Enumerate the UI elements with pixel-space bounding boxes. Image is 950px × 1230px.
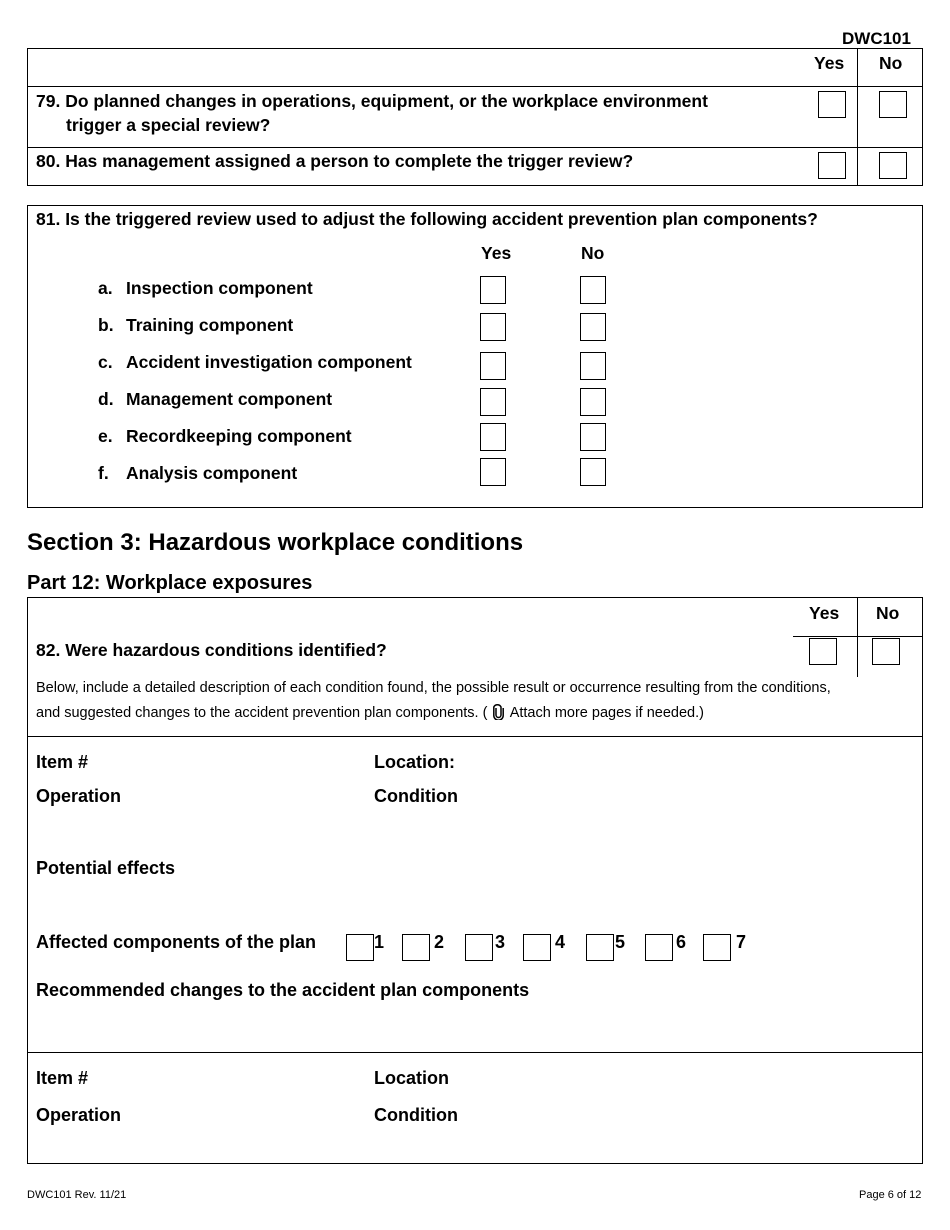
operation-label: Operation	[36, 786, 122, 806]
component-7-checkbox[interactable]	[703, 934, 731, 961]
q81-item-label: Training component	[126, 315, 294, 335]
component-label: 4	[555, 932, 566, 952]
q80-no-checkbox[interactable]	[879, 152, 907, 179]
potential-effects-label: Potential effects	[36, 858, 176, 878]
q81f-no-checkbox[interactable]	[580, 458, 606, 486]
q81f-yes-checkbox[interactable]	[480, 458, 506, 486]
instructions-text: and suggested changes to the accident prevention plan components. (	[36, 705, 488, 721]
q81-item-label: Analysis component	[126, 463, 298, 483]
footer-page-number: Page 6 of 12	[859, 1189, 922, 1201]
part12-yes-header: Yes	[809, 603, 840, 623]
component-label: 2	[434, 932, 445, 952]
location-label: Location:	[374, 752, 455, 772]
item-number-label: Item #	[36, 752, 89, 772]
recommended-changes-label: Recommended changes to the accident plan components	[36, 980, 530, 1000]
component-6-checkbox[interactable]	[645, 934, 673, 961]
component-label: 1	[374, 932, 385, 952]
q81-item-label: Recordkeeping component	[126, 426, 352, 446]
no-column-header: No	[879, 53, 903, 73]
form-code: DWC101	[842, 29, 911, 48]
question-79-continued: trigger a special review?	[66, 115, 271, 135]
component-3-checkbox[interactable]	[465, 934, 493, 961]
q81a-yes-checkbox[interactable]	[480, 276, 506, 304]
q81-yes-header: Yes	[481, 243, 512, 263]
affected-components-label: Affected components of the plan	[36, 932, 317, 952]
operation-label-2: Operation	[36, 1105, 122, 1125]
q81c-no-checkbox[interactable]	[580, 352, 606, 380]
section-title: Section 3: Hazardous workplace conditions	[27, 529, 524, 556]
question-79: 79. Do planned changes in operations, equipment, or the workplace environment	[36, 91, 708, 111]
q82-yes-checkbox[interactable]	[809, 638, 837, 665]
component-1-checkbox[interactable]	[346, 934, 374, 961]
question-80: 80. Has management assigned a person to complete the trigger review?	[36, 151, 634, 171]
component-5-checkbox[interactable]	[586, 934, 614, 961]
q81-item-label: Accident investigation component	[126, 352, 412, 372]
q81-no-header: No	[581, 243, 605, 263]
q81d-no-checkbox[interactable]	[580, 388, 606, 416]
item-number-label-2: Item #	[36, 1068, 89, 1088]
instructions-line-2	[36, 703, 704, 724]
component-label: 5	[615, 932, 626, 952]
component-label: 3	[495, 932, 506, 952]
component-label: 6	[676, 932, 687, 952]
q81a-no-checkbox[interactable]	[580, 276, 606, 304]
part-title: Part 12: Workplace exposures	[27, 572, 313, 594]
q81b-no-checkbox[interactable]	[580, 313, 606, 341]
location-label-2: Location	[374, 1068, 449, 1088]
component-2-checkbox[interactable]	[402, 934, 430, 961]
q81-item-letter: b.	[98, 315, 114, 335]
question-81: 81. Is the triggered review used to adjust the following accident prevention plan components?	[36, 209, 818, 229]
part12-no-header: No	[876, 603, 900, 623]
q79-no-checkbox[interactable]	[879, 91, 907, 118]
q81-item-label: Management component	[126, 389, 333, 409]
component-label: 7	[736, 932, 747, 952]
q81b-yes-checkbox[interactable]	[480, 313, 506, 341]
question-82: 82. Were hazardous conditions identified?	[36, 640, 387, 660]
q81-item-letter: a.	[98, 278, 113, 298]
footer-form-revision: DWC101 Rev. 11/21	[27, 1189, 127, 1201]
q81e-no-checkbox[interactable]	[580, 423, 606, 451]
q81-item-letter: c.	[98, 352, 113, 372]
q81d-yes-checkbox[interactable]	[480, 388, 506, 416]
q81-item-label: Inspection component	[126, 278, 313, 298]
component-4-checkbox[interactable]	[523, 934, 551, 961]
yes-column-header: Yes	[814, 53, 845, 73]
condition-label-2: Condition	[374, 1105, 458, 1125]
instructions-line-1: Below, include a detailed description of each condition found, the possible result or occurrence resulting from the conditions,	[36, 680, 831, 696]
paperclip-icon	[493, 703, 504, 724]
q80-yes-checkbox[interactable]	[818, 152, 846, 179]
q81-item-letter: e.	[98, 426, 113, 446]
q81-item-letter: d.	[98, 389, 114, 409]
q81-item-letter: f.	[98, 463, 109, 483]
condition-label: Condition	[374, 786, 458, 806]
q82-no-checkbox[interactable]	[872, 638, 900, 665]
instructions-text-end: Attach more pages if needed.)	[509, 705, 704, 721]
q81c-yes-checkbox[interactable]	[480, 352, 506, 380]
q81e-yes-checkbox[interactable]	[480, 423, 506, 451]
q79-yes-checkbox[interactable]	[818, 91, 846, 118]
